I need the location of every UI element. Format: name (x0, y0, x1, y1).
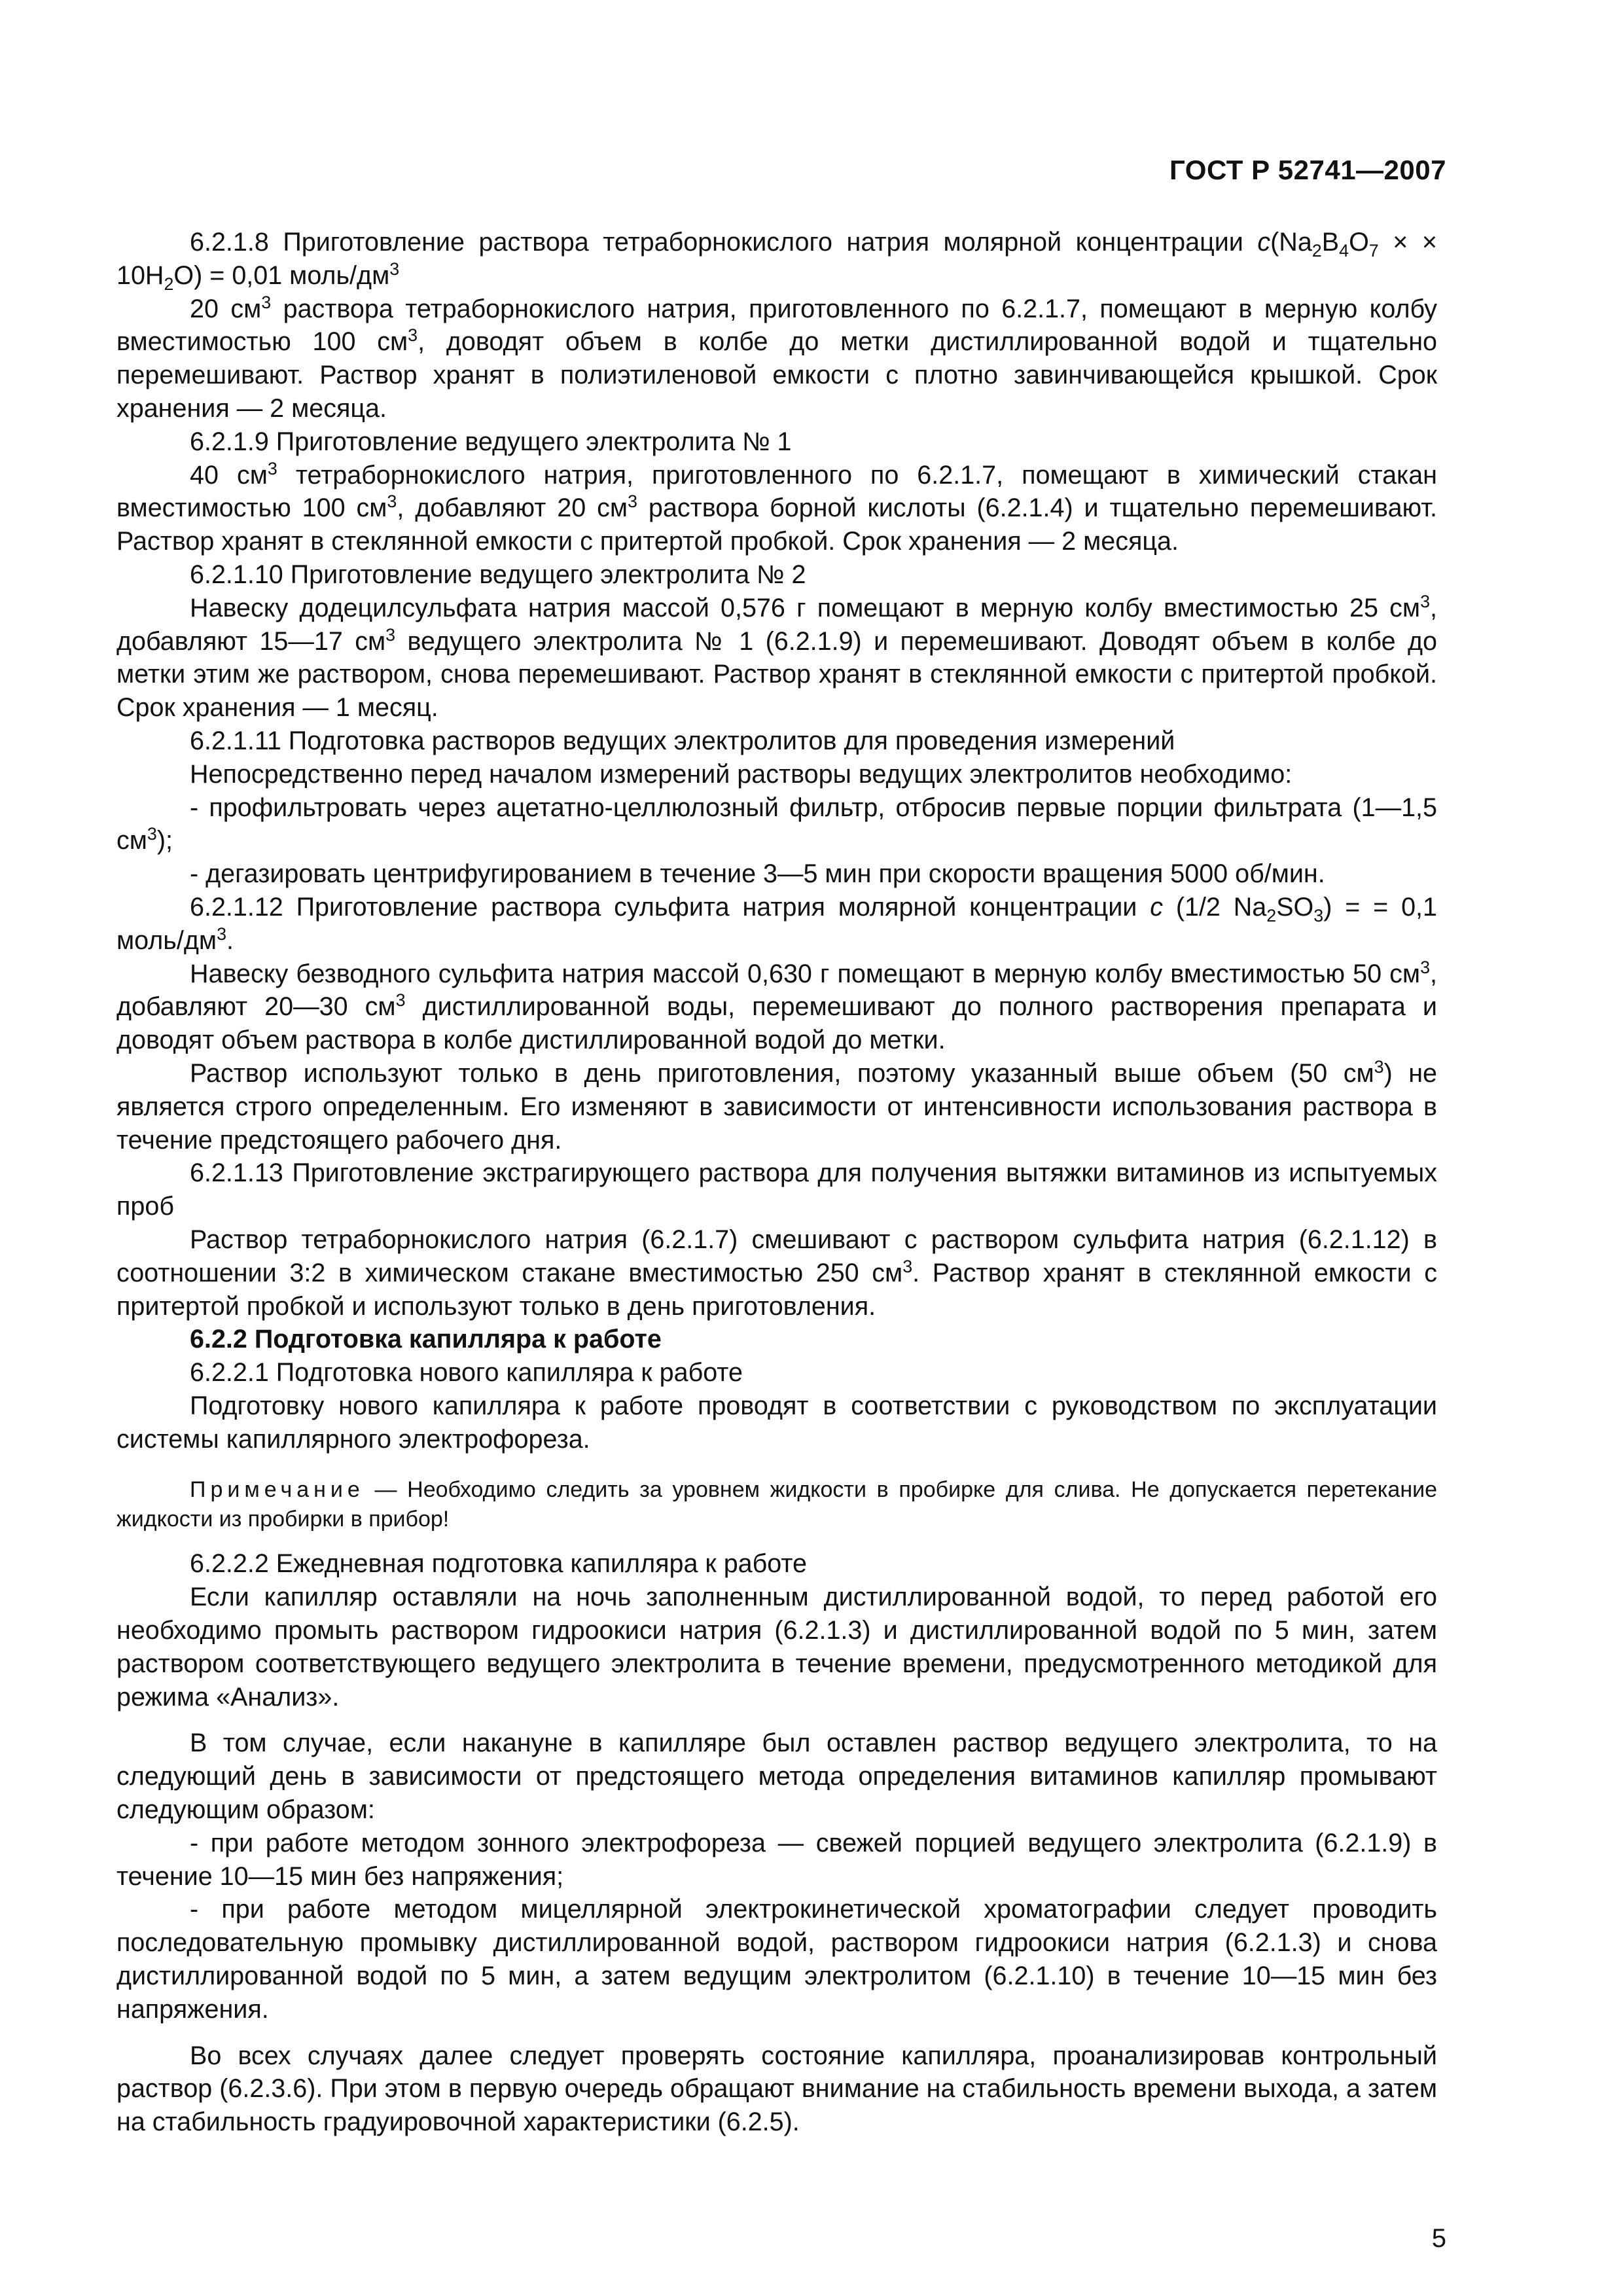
note-paragraph: Примечание — Необходимо следить за уровнем жидкости в пробирке для слива. Не допускается перетекание жидкости из пробирки в прибор! (116, 1477, 1437, 1532)
page-number: 5 (1431, 2224, 1446, 2253)
body-paragraph: Навеску додецилсульфата натрия массой 0,576 г помещают в мерную колбу вместимостью 25 $см^3$, добавляют 15—17 $см^3$ ведущего электролита № 1 (6.2.1.9) и перемешивают. Доводят объем в колбе до метки этим же раствором, снова перемешивают. Раствор хранят в стеклянной емкости с притертой пробкой. Срок хранения — 1 месяц. (116, 591, 1437, 723)
body-paragraph: 20 $см^3$ раствора тетраборнокислого натрия, приготовленного по 6.2.1.7, помещают в мерную колбу вместимостью 100 $см^3$, доводят объем в колбе до метки дистиллированной водой и тщательно перемешивают. Раствор хранят в полиэтиленовой емкости с плотно завинчивающейся крышкой. Срок хранения — 2 месяца. (116, 292, 1437, 423)
body-paragraph: Подготовку нового капилляра к работе проводят в соответствии с руководством по эксплуатации системы капиллярного электрофореза. (116, 1391, 1437, 1454)
body-paragraph: 6.2.1.9 Приготовление ведущего электролита № 1 (190, 427, 792, 456)
body-paragraph: 6.2.2.1 Подготовка нового капилляра к работе (190, 1358, 743, 1388)
body-paragraph: 6.2.1.13 Приготовление экстрагирующего раствора для получения вытяжки витаминов из испытуемых проб (116, 1158, 1437, 1221)
section-heading: 6.2.2 Подготовка капилляра к работе (190, 1325, 662, 1354)
body-paragraph: 40 $см^3$ тетраборнокислого натрия, приготовленного по 6.2.1.7, помещают в химический стакан вместимостью 100 $см^3$, добавляют 20 $см^3$ раствора борной кислоты (6.2.1.4) и тщательно перемешивают. Раствор хранят в стеклянной емкости с притертой пробкой. Срок хранения — 2 месяца. (116, 458, 1437, 556)
body-paragraph: 6.2.1.12 Приготовление раствора сульфита натрия молярной концентрации с (1/2 $Na_2SO_3$) = = 0,1 моль/$дм^3$. (116, 892, 1438, 955)
body-paragraph: Раствор используют только в день приготовления, поэтому указанный выше объем (50 $см^3$) не является строго определенным. Его изменяют в зависимости от интенсивности использования раствора в течение предстоящего рабочего дня. (116, 1056, 1437, 1155)
body-paragraph: Непосредственно перед началом измерений растворы ведущих электролитов необходимо: (190, 759, 1293, 789)
document-header: ГОСТ Р 52741—2007 (1169, 154, 1446, 185)
body-paragraph: 6.2.1.8 Приготовление раствора тетраборнокислого натрия молярной концентрации $с(Na_2B_4O_7$ × × $10H_2O) = 0,01$ моль/$дм^3$ (116, 228, 1437, 294)
body-paragraph: - при работе методом зонного электрофореза — свежей порцией ведущего электролита (6.2.1.9) в течение 10—15 мин без напряжения; (116, 1828, 1437, 1891)
body-paragraph: - дегазировать центрифугированием в течение 3—5 мин при скорости вращения 5000 об/мин. (190, 859, 1325, 889)
body-paragraph: Раствор тетраборнокислого натрия (6.2.1.7) смешивают с раствором сульфита натрия (6.2.1.12) в соотношении 3:2 в химическом стакане вместимостью 250 $см^3$. Раствор хранят в стеклянной емкости с притертой пробкой и используют только в день приготовления. (116, 1225, 1437, 1321)
document-body (116, 226, 1437, 2139)
body-paragraph: 6.2.2.2 Ежедневная подготовка капилляра к работе (190, 1549, 807, 1579)
body-paragraph: Во всех случаях далее следует проверять состояние капилляра, проанализировав контрольный раствор (6.2.3.6). При этом в первую очередь обращают внимание на стабильность времени выхода, а затем на стабильность градуировочной характеристики (6.2.5). (116, 2041, 1437, 2137)
body-paragraph: - при работе методом мицеллярной электрокинетической хроматографии следует проводить последовательную промывку дистиллированной водой, раствором гидроокиси натрия (6.2.1.3) и снова дистиллированной водой по 5 мин, а затем ведущим электролитом (6.2.1.10) в течение 10—15 мин без напряжения. (116, 1895, 1437, 2024)
body-paragraph: - профильтровать через ацетатно-целлюлозный фильтр, отбросив первые порции фильтрата (1—1,5 $см^3$); (116, 793, 1437, 855)
body-paragraph: В том случае, если накануне в капилляре был оставлен раствор ведущего электролита, то на следующий день в зависимости от предстоящего метода определения витаминов капилляр промывают следующим образом: (116, 1729, 1437, 1825)
body-paragraph: Если капилляр оставляли на ночь заполненным дистиллированной водой, то перед работой его необходимо промыть раствором гидроокиси натрия (6.2.1.3) и дистиллированной водой по 5 мин, затем раствором соответствующего ведущего электролита в течение времени, предусмотренного методикой для режима «Анализ». (116, 1583, 1437, 1712)
body-paragraph: 6.2.1.11 Подготовка растворов ведущих электролитов для проведения измерений (190, 726, 1175, 755)
body-paragraph: 6.2.1.10 Приготовление ведущего электролита № 2 (190, 560, 806, 589)
body-paragraph: Навеску безводного сульфита натрия массой 0,630 г помещают в мерную колбу вместимостью 50 $см^3$, добавляют 20—30 $см^3$ дистиллированной воды, перемешивают до полного растворения препарата и доводят объем раствора в колбе дистиллированной водой до метки. (116, 957, 1437, 1055)
